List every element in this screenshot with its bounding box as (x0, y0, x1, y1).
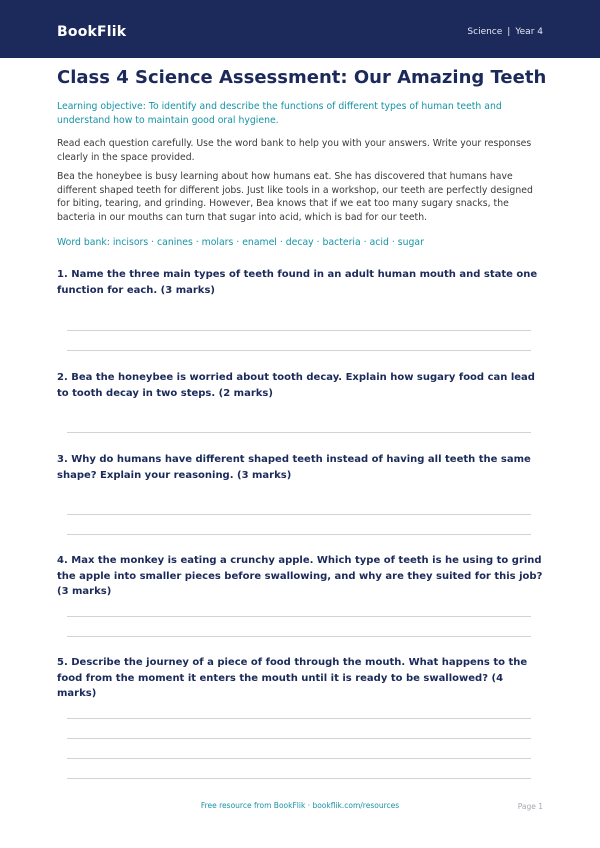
answer-line[interactable] (67, 432, 531, 433)
answer-line[interactable] (67, 758, 531, 759)
answer-line[interactable] (67, 330, 531, 331)
answer-line[interactable] (67, 616, 531, 617)
answer-line[interactable] (67, 514, 531, 515)
question-1: 1. Name the three main types of teeth found in an adult human mouth and state one function for each. (3 marks) (57, 269, 538, 296)
page-title: Class 4 Science Assessment: Our Amazing Teeth (57, 67, 547, 88)
page-header (0, 0, 600, 58)
brand-logo: BookFlik (57, 24, 127, 40)
answer-line[interactable] (67, 778, 531, 779)
subject-separator: | (507, 27, 511, 37)
page-number: Page 1 (517, 802, 543, 811)
answer-line[interactable] (67, 718, 531, 719)
answer-line[interactable] (67, 534, 531, 535)
instructions: Read each question carefully. Use the word bank to help you with your answers. Write your responses clearly in the space provided. (57, 138, 532, 163)
story-passage: Bea the honeybee is busy learning about how humans eat. She has discovered that humans have different shaped teeth for different jobs. Just like tools in a workshop, our teeth are perfectly designed for biting, tearing, and grinding. However, Bea knows that if we eat too many sugary snacks, the bacteria in our mouths can turn that sugar into acid, which is bad for our teeth. (57, 171, 533, 223)
question-5: 5. Describe the journey of a piece of food through the mouth. What happens to the food from the moment it enters the mouth until it is ready to be swallowed? (4 marks) (57, 657, 528, 699)
learning-objective: Learning objective: To identify and describe the functions of different types of human teeth and understand how to maintain good oral hygiene. (57, 101, 502, 126)
question-2: 2. Bea the honeybee is worried about tooth decay. Explain how sugary food can lead to tooth decay in two steps. (2 marks) (57, 372, 535, 399)
year-label: Year 4 (515, 27, 543, 37)
answer-line[interactable] (67, 636, 531, 637)
answer-line[interactable] (67, 350, 531, 351)
question-3: 3. Why do humans have different shaped teeth instead of having all teeth the same shape? Explain your reasoning. (3 marks) (57, 454, 531, 481)
subject-year (467, 27, 543, 37)
question-4: 4. Max the monkey is eating a crunchy apple. Which type of teeth is he using to grind the apple into smaller pieces before swallowing, and why are they suited for this job? (3 marks) (57, 555, 543, 597)
footer-resource-link[interactable]: Free resource from BookFlik · bookflik.com/resources (200, 801, 400, 810)
word-bank: Word bank: incisors · canines · molars · enamel · decay · bacteria · acid · sugar (57, 237, 424, 248)
subject-label: Science (467, 27, 503, 37)
answer-line[interactable] (67, 738, 531, 739)
